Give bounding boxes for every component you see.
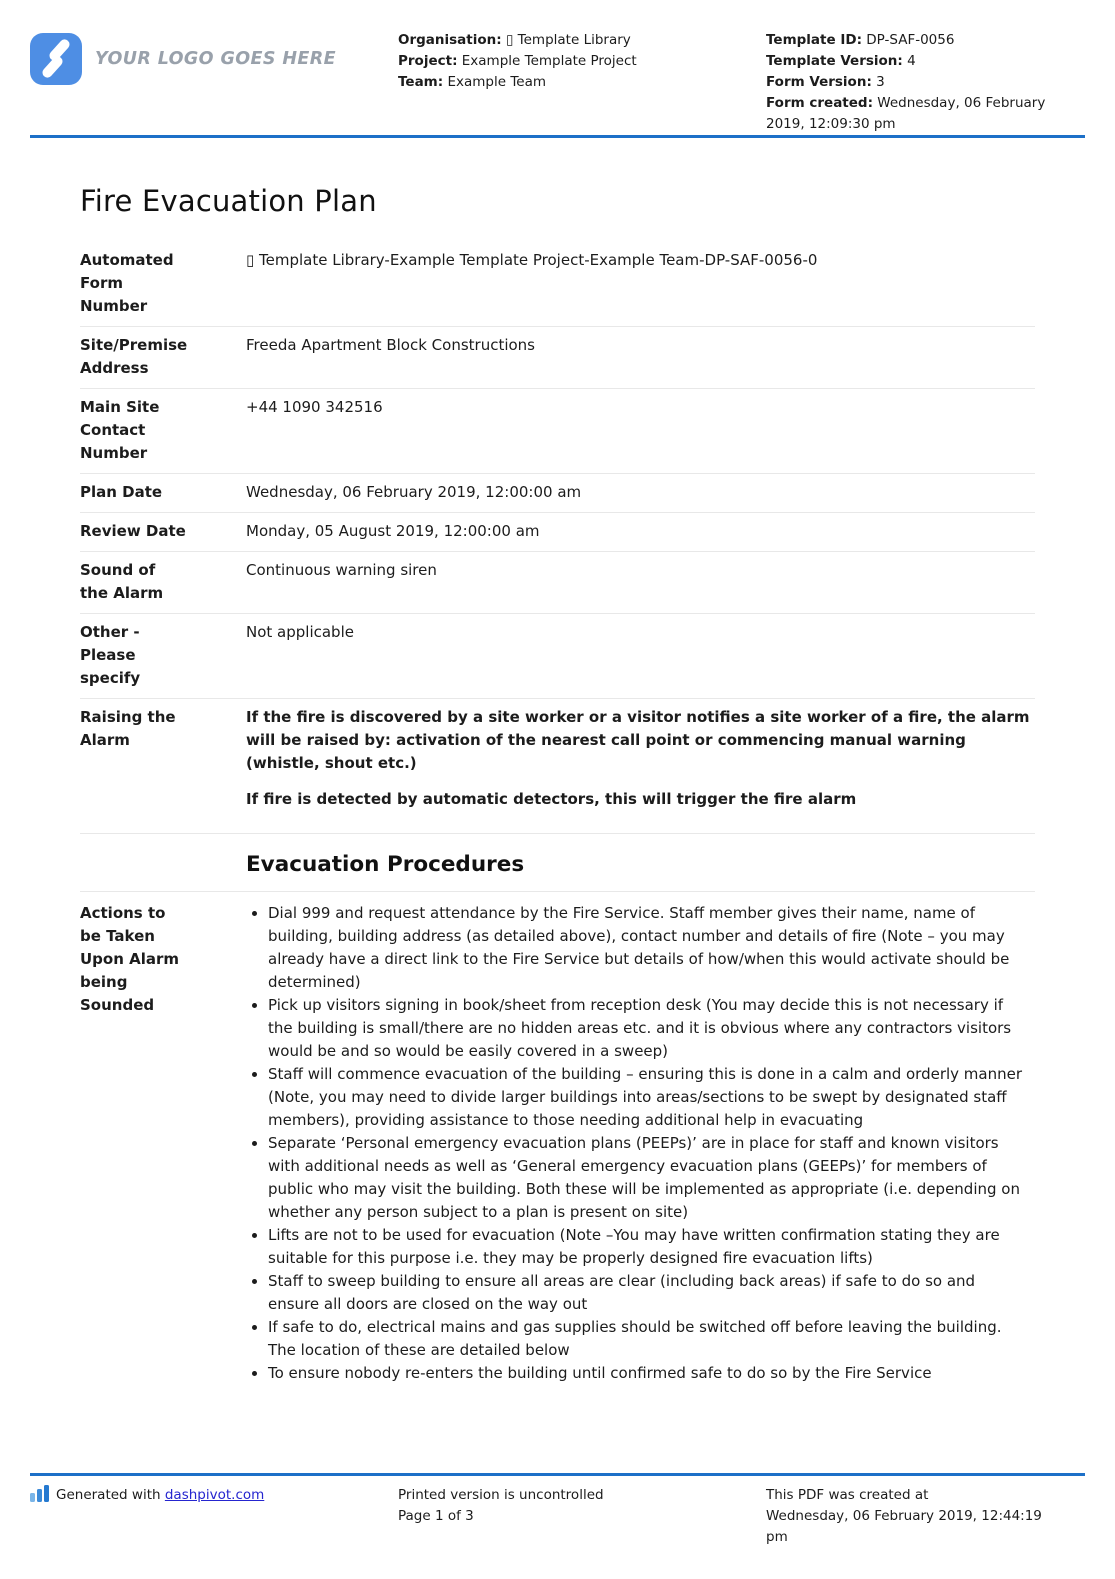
field-value: Freeda Apartment Block Constructions bbox=[246, 336, 535, 354]
bullet-item: • To ensure nobody re-enters the building until confirmed safe to do so by the Fire Service bbox=[268, 1362, 1024, 1385]
project-line bbox=[398, 51, 766, 72]
field-label: Sound of the Alarm bbox=[80, 561, 164, 602]
field-row-main-site-contact-number bbox=[80, 389, 1035, 474]
field-label: Actions to be Taken Upon Alarm being Sounded bbox=[80, 904, 180, 1014]
generated-with-text: Generated with bbox=[56, 1487, 161, 1503]
raising-alarm-paragraph-2: If fire is detected by automatic detectors, this will trigger the fire alarm bbox=[246, 790, 857, 808]
bullet-item: • Staff will commence evacuation of the building – ensuring this is done in a calm and orderly manner (Note, you may need to divide larger buildings into areas/sections to be swept by designated staff members), providing assistance to those needing additional help in evacuating bbox=[268, 1063, 1024, 1132]
template-id-label: Template ID: bbox=[766, 32, 862, 48]
field-row-review-date bbox=[80, 513, 1035, 552]
field-label: Raising the Alarm bbox=[80, 708, 176, 749]
footer-columns bbox=[0, 1476, 1115, 1548]
field-label: Automated Form Number bbox=[80, 251, 174, 315]
template-version-value: 4 bbox=[907, 53, 916, 69]
page-title: Fire Evacuation Plan bbox=[80, 184, 377, 218]
footer-created-info bbox=[766, 1485, 1085, 1548]
organisation-label: Organisation: bbox=[398, 32, 502, 48]
logo-icon bbox=[30, 33, 82, 85]
field-row-site-premise-address bbox=[80, 327, 1035, 389]
form-created-value: Wednesday, 06 February 2019, 12:09:30 pm bbox=[766, 95, 1046, 132]
form-fields-table bbox=[80, 242, 1035, 1393]
field-row-sound-of-the-alarm bbox=[80, 552, 1035, 614]
template-version-label: Template Version: bbox=[766, 53, 903, 69]
bullet-item: • Pick up visitors signing in book/sheet from reception desk (You may decide this is not necessary if the building is small/there are no hidden areas etc. and it is obvious where any contractors visitors would be and so would be easily covered in a sweep) bbox=[268, 994, 1024, 1063]
pdf-created-line-1: This PDF was created at bbox=[766, 1487, 929, 1503]
project-label: Project: bbox=[398, 53, 458, 69]
page-number: Page 1 of 3 bbox=[398, 1508, 474, 1524]
actions-bullet-list bbox=[246, 902, 1024, 1385]
field-label: Main Site Contact Number bbox=[80, 398, 160, 462]
field-row-automated-form-number bbox=[80, 242, 1035, 327]
logo-placeholder-text: YOUR LOGO GOES HERE bbox=[95, 49, 336, 69]
page-footer bbox=[0, 1473, 1115, 1548]
pdf-created-line-2: Wednesday, 06 February 2019, 12:44:19 bbox=[766, 1508, 1042, 1524]
template-info bbox=[766, 30, 1085, 135]
field-label: Site/Premise Address bbox=[80, 336, 188, 377]
template-version-line bbox=[766, 51, 1085, 72]
bar-chart-icon-bar bbox=[37, 1489, 42, 1502]
form-version-label: Form Version: bbox=[766, 74, 872, 90]
form-created-line bbox=[766, 93, 1085, 135]
organisation-info bbox=[398, 30, 766, 135]
field-value: Wednesday, 06 February 2019, 12:00:00 am bbox=[246, 483, 582, 501]
organisation-value: ▯ Template Library bbox=[505, 32, 631, 48]
logo-pill-bottom bbox=[40, 54, 64, 79]
bullet-item: • Lifts are not to be used for evacuation (Note –You may have written confirmation stating they are suitable for this purpose i.e. they may be properly designed fire evacuation lifts) bbox=[268, 1224, 1024, 1270]
printed-version-note: Printed version is uncontrolled bbox=[398, 1487, 604, 1503]
bullet-item: • Separate ‘Personal emergency evacuation plans (PEEPs)’ are in place for staff and known visitors with additional needs as well as ‘General emergency evacuation plans (GEEPs)’ for members of public who may visit the building. Both these will be implemented as appropriate (i.e. depending on whether any person subject to a plan is present on site) bbox=[268, 1132, 1024, 1224]
team-label: Team: bbox=[398, 74, 444, 90]
field-value bbox=[246, 902, 1035, 1385]
bullet-item: • Dial 999 and request attendance by the Fire Service. Staff member gives their name, name of building, building address (as detailed above), contact number and details of fire (Note – you may already have a direct link to the Fire Service but details of how/when this would activate should be determined) bbox=[268, 902, 1024, 994]
project-value: Example Template Project bbox=[461, 53, 637, 69]
template-id-value: DP-SAF-0056 bbox=[866, 32, 955, 48]
field-value: Monday, 05 August 2019, 12:00:00 am bbox=[246, 522, 540, 540]
bar-chart-icon bbox=[30, 1485, 49, 1502]
bullet-item: • If safe to do, electrical mains and gas supplies should be switched off before leaving the building. The location of these are detailed below bbox=[268, 1316, 1024, 1362]
pdf-created-line-3: pm bbox=[766, 1529, 788, 1545]
organisation-line bbox=[398, 30, 766, 51]
field-label: Other - Please specify bbox=[80, 623, 141, 687]
field-label: Review Date bbox=[80, 522, 186, 540]
dashpivot-link[interactable]: dashpivot.com bbox=[164, 1487, 265, 1503]
section-heading-row bbox=[80, 834, 1035, 892]
form-version-line bbox=[766, 72, 1085, 93]
bullet-item: • Staff to sweep building to ensure all areas are clear (including back areas) if safe to do so and ensure all doors are closed on the way out bbox=[268, 1270, 1024, 1316]
template-id-line bbox=[766, 30, 1085, 51]
field-row-raising-the-alarm bbox=[80, 699, 1035, 834]
bar-chart-icon-bar bbox=[30, 1493, 35, 1502]
form-created-label: Form created: bbox=[766, 95, 873, 111]
footer-generated bbox=[30, 1485, 398, 1548]
field-value: ▯ Template Library-Example Template Project-Example Team-DP-SAF-0056-0 bbox=[246, 251, 818, 269]
document-body bbox=[0, 184, 1115, 1393]
team-line bbox=[398, 72, 766, 93]
field-value bbox=[246, 706, 1035, 811]
field-row-other-please-specify bbox=[80, 614, 1035, 699]
field-label: Plan Date bbox=[80, 483, 163, 501]
field-row-actions-to-be-taken bbox=[80, 892, 1035, 1393]
team-value: Example Team bbox=[447, 74, 546, 90]
page-header bbox=[0, 0, 1115, 135]
bar-chart-icon-bar bbox=[44, 1485, 49, 1502]
field-row-plan-date bbox=[80, 474, 1035, 513]
field-value: Continuous warning siren bbox=[246, 561, 437, 579]
raising-alarm-paragraph-1: If the fire is discovered by a site worker or a visitor notifies a site worker of a fire, the alarm will be raised by: activation of the nearest call point or commencing manual warning (whistle, shout etc.) bbox=[246, 708, 1030, 772]
field-value: Not applicable bbox=[246, 623, 354, 641]
company-logo bbox=[30, 30, 398, 88]
form-version-value: 3 bbox=[876, 74, 885, 90]
footer-print-info bbox=[398, 1485, 766, 1548]
header-divider bbox=[30, 135, 1085, 138]
field-value: +44 1090 342516 bbox=[246, 398, 383, 416]
section-heading: Evacuation Procedures bbox=[246, 852, 525, 877]
